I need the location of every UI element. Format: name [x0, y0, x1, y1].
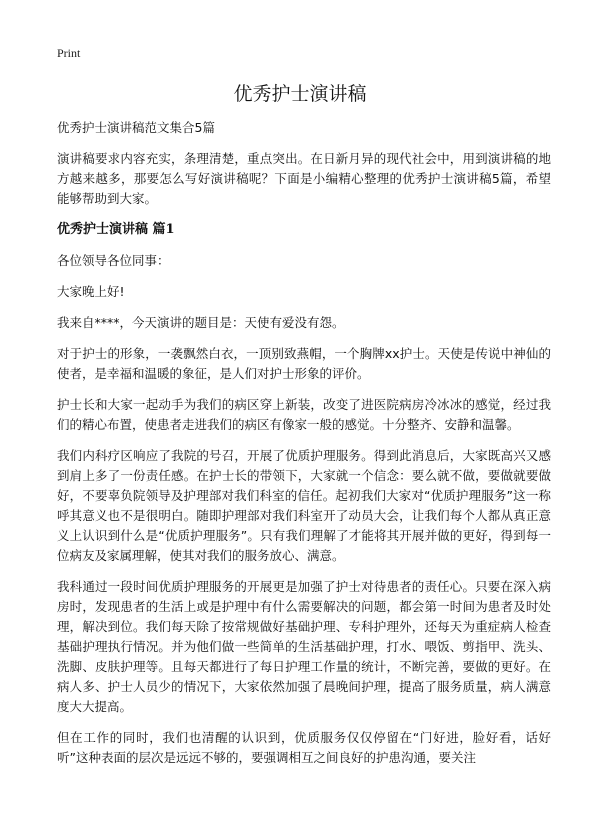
document-title: 优秀护士演讲稿: [233, 83, 367, 105]
section-heading: 优秀护士演讲稿 篇1: [57, 222, 175, 237]
body-paragraph: 护士长和大家一起动手为我们的病区穿上新装，改变了进医院病房冷冰冰的感觉，经过我们的精心布置，使患者走进我们的病区有像家一般的感觉。十分整齐、安静和温馨。: [57, 397, 551, 432]
body-paragraph: 各位领导各位同事：: [57, 253, 170, 268]
document-subtitle: 优秀护士演讲稿范文集合5篇: [57, 120, 215, 135]
document-body: [57, 118, 551, 779]
body-paragraph: 我科通过一段时间优质护理服务的开展更是加强了护士对待患者的责任心。只要在深入病房时，发现患者的生活上或是护理中有什么需要解决的问题，都会第一时间为患者及时处理，解决到位。我们每天除了按常规做好基础护理、专科护理外，还每天为重症病人检查基础护理执行情况。并为他们做一些简单的生活基础护理，打水、喂饭、剪指甲、洗头、洗脚、皮肤护理等。且每天都进行了每日护理工作量的统计，不断完善，要做的更好。在病人多、护士人员少的情况下，大家依然加强了晨晚间护理，提高了服务质量，病人满意度大大提高。: [57, 579, 551, 714]
body-paragraph: 大家晚上好!: [57, 284, 125, 299]
intro-paragraph: 演讲稿要求内容充实，条理清楚，重点突出。在日新月异的现代社会中，用到演讲稿的地方越来越多，那要怎么写好演讲稿呢？下面是小编精心整理的优秀护士演讲稿5篇，希望能够帮助到大家。: [57, 151, 551, 206]
body-paragraph: 我来自****，今天演讲的题目是：天使有爱没有怨。: [57, 315, 345, 330]
body-paragraph: 我们内科疗区响应了我院的号召，开展了优质护理服务。得到此消息后，大家既高兴又感到肩上多了一份责任感。在护士长的带领下，大家就一个信念：要么就不做，要做就要做好，不要辜负院领导及护理部对我们科室的信任。起初我们大家对“优质护理服务”这一称呼其意义也不是很明白。随即护理部对我们科室开了动员大会，让我们每个人都从真正意义上认识到什么是“优质护理服务”。只有我们理解了才能将其开展并做的更好，得到每一位病友及家属理解，使其对我们的服务放心、满意。: [57, 448, 551, 563]
print-link[interactable]: Print: [57, 46, 81, 60]
body-paragraph: 但在工作的同时，我们也清醒的认识到，优质服务仅仅停留在“门好进，脸好看，话好听”这种表面的层次是远远不够的，要强调相互之间良好的护患沟通，要关注: [57, 730, 551, 765]
body-paragraph: 对于护士的形象，一袭飘然白衣，一顶别致燕帽，一个胸牌xx护士。天使是传说中神仙的使者，是幸福和温暖的象征，是人们对护士形象的评价。: [57, 346, 551, 381]
